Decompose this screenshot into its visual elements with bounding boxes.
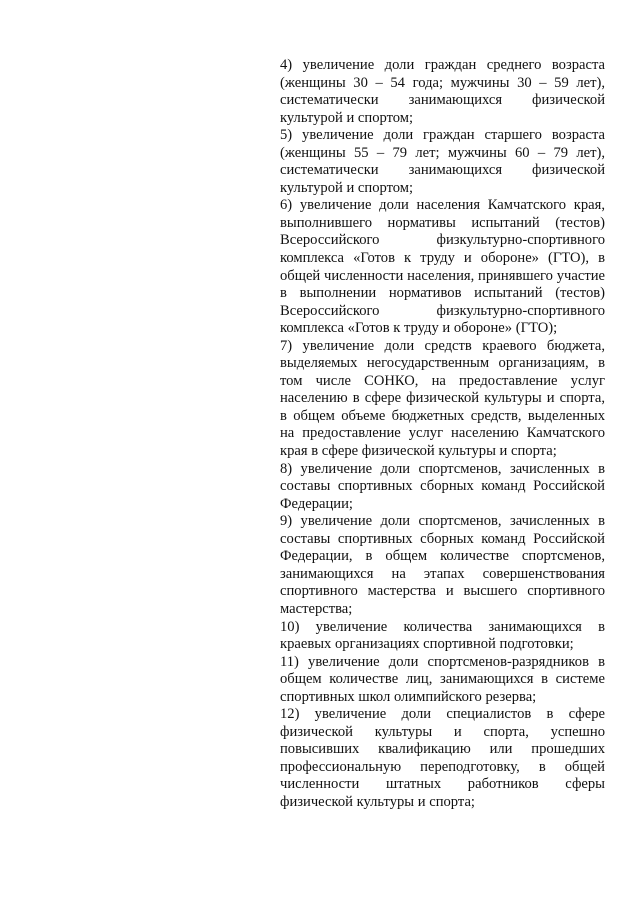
- list-item-4: 4) увеличение доли граждан среднего возраста (женщины 30 – 54 года; мужчины 30 – 59 лет), систематически занимающихся физической культурой и спортом;: [280, 57, 605, 126]
- list-item-9: 9) увеличение доли спортсменов, зачисленных в составы спортивных сборных команд Российской Федерации, в общем количестве спортсменов, занимающихся на этапах совершенствования спортивного мастерства и высшего спортивного мастерства;: [280, 513, 605, 617]
- list-item-12: 12) увеличение доли специалистов в сфере физической культуры и спорта, успешно повысивших квалификацию или прошедших профессиональную переподготовку, в общей численности штатных работников сферы физической культуры и спорта;: [280, 706, 605, 810]
- list-item-8: 8) увеличение доли спортсменов, зачисленных в составы спортивных сборных команд Российской Федерации;: [280, 460, 605, 512]
- list-item-7: 7) увеличение доли средств краевого бюджета, выделяемых негосударственным организациям, в том числе СОНКО, на предоставление услуг населению в сфере физической культуры и спорта, в общем объеме бюджетных средств, выделенных на предоставление услуг населению Камчатского края в сфере физической культуры и спорта;: [280, 337, 605, 460]
- list-item-10: 10) увеличение количества занимающихся в краевых организациях спортивной подготовки;: [280, 618, 605, 653]
- list-item-11: 11) увеличение доли спортсменов-разрядников в общем количестве лиц, занимающихся в системе спортивных школ олимпийского резерва;: [280, 653, 605, 705]
- list-item-6: 6) увеличение доли населения Камчатского края, выполнившего нормативы испытаний (тестов) Всероссийского физкультурно-спортивного комплекса «Готов к труду и обороне» (ГТО), в общей численности населения, принявшего участие в выполнении нормативов испытаний (тестов) Всероссийского физкультурно-спортивного комплекса «Готов к труду и обороне» (ГТО);: [280, 197, 605, 337]
- document-text-column: [280, 57, 605, 812]
- list-item-5: 5) увеличение доли граждан старшего возраста (женщины 55 – 79 лет; мужчины 60 – 79 лет), систематически занимающихся физической культурой и спортом;: [280, 127, 605, 196]
